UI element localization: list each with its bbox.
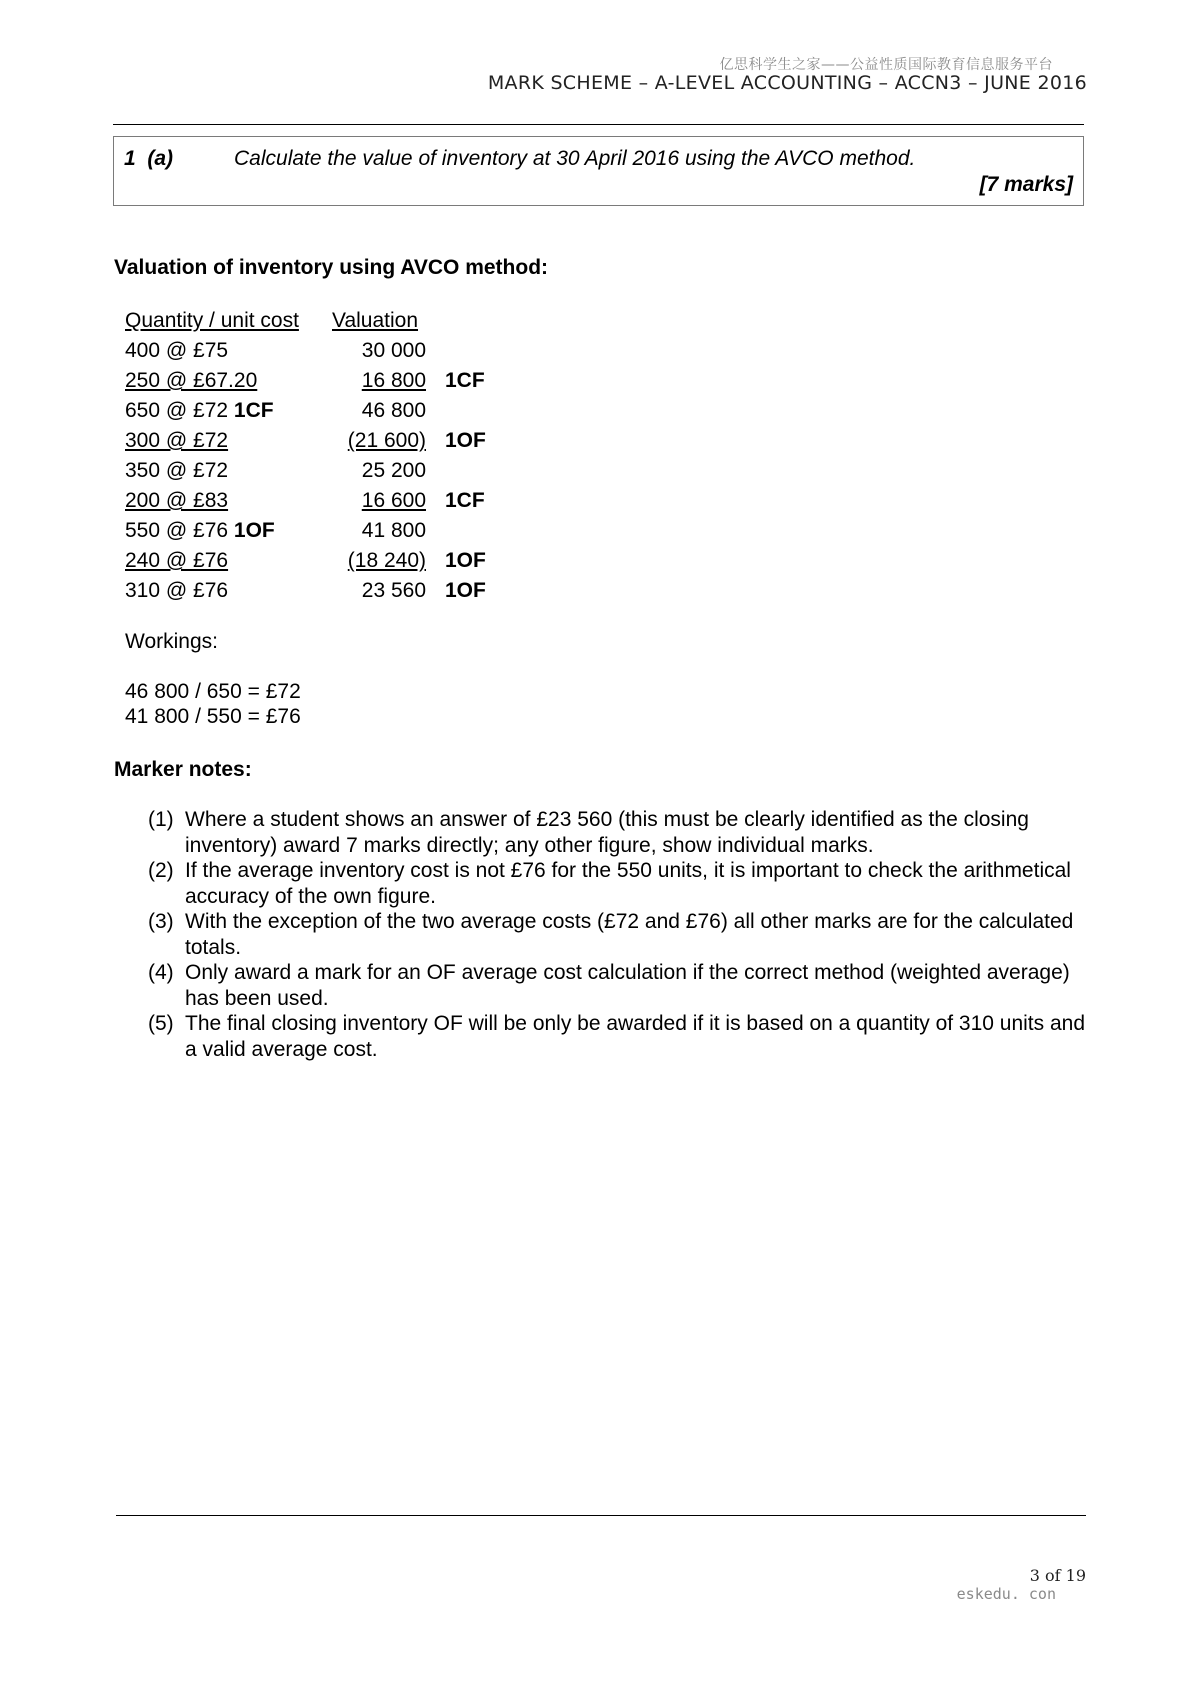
row-quantity-mark: 1CF [233, 399, 274, 422]
row-quantity: 310 @ £76 [125, 579, 229, 602]
row-quantity: 200 @ £83 [125, 489, 229, 512]
row-quantity: 400 @ £75 [125, 339, 229, 362]
header-watermark: 亿思科学生之家——公益性质国际教育信息服务平台 [719, 57, 1053, 73]
question-text: Calculate the value of inventory at 30 April 2016 using the AVCO method. [234, 147, 916, 170]
footer-watermark: eskedu. con [956, 1585, 1056, 1603]
col-header-valuation: Valuation [332, 309, 419, 332]
row-valuation: 41 800 [361, 519, 426, 542]
marker-note-text: The final closing inventory OF will be only be awarded if it is based on a quantity of 310 units and a valid average cost. [185, 1012, 1086, 1061]
question-marks: [7 marks] [979, 173, 1073, 196]
workings-line: 46 800 / 650 = £72 [125, 680, 301, 703]
question-box [113, 136, 1084, 206]
row-quantity: 300 @ £72 [125, 429, 229, 452]
marker-note-number: (4) [148, 961, 174, 984]
row-quantity [125, 399, 274, 423]
col-header-quantity: Quantity / unit cost [125, 309, 299, 332]
row-mark: 1OF [445, 579, 486, 602]
marker-note [148, 858, 1088, 909]
row-quantity-mark: 1OF [233, 519, 275, 542]
workings-label: Workings: [125, 630, 218, 653]
page-number: 3 of 19 [1029, 1566, 1086, 1585]
row-valuation: 16 600 [361, 489, 426, 512]
row-valuation: (18 240) [347, 549, 426, 572]
row-mark: 1OF [445, 429, 486, 452]
row-valuation: 46 800 [361, 399, 426, 422]
marker-note-number: (1) [148, 808, 174, 831]
workings-line: 41 800 / 550 = £76 [125, 705, 301, 728]
footer-rule [116, 1515, 1086, 1516]
header-rule [113, 124, 1084, 125]
header-title: MARK SCHEME – A-LEVEL ACCOUNTING – ACCN3 – JUNE 2016 [487, 72, 1087, 94]
marker-note [148, 909, 1088, 960]
row-quantity: 240 @ £76 [125, 549, 229, 572]
marker-note [148, 960, 1088, 1011]
row-mark: 1CF [445, 489, 485, 512]
question-number: 1 (a) [124, 147, 174, 170]
marker-note [148, 807, 1088, 858]
row-quantity: 250 @ £67.20 [125, 369, 258, 392]
row-quantity-text: 650 @ £72 [125, 399, 229, 422]
marker-note-text: If the average inventory cost is not £76 for the 550 units, it is important to check the arithmetical accuracy of the own figure. [185, 859, 1071, 908]
marker-note-number: (2) [148, 859, 174, 882]
row-valuation: (21 600) [347, 429, 426, 452]
row-valuation: 30 000 [361, 339, 426, 362]
row-quantity: 350 @ £72 [125, 459, 229, 482]
marker-note-text: Where a student shows an answer of £23 560 (this must be clearly identified as the closing inventory) award 7 marks directly; any other figure, show individual marks. [185, 808, 1029, 857]
row-quantity [125, 519, 275, 543]
row-quantity-text: 550 @ £76 [125, 519, 229, 542]
marker-notes-heading: Marker notes: [114, 758, 252, 781]
marker-note-text: Only award a mark for an OF average cost calculation if the correct method (weighted average) has been used. [185, 961, 1070, 1010]
row-valuation: 16 800 [361, 369, 426, 392]
row-valuation: 23 560 [361, 579, 426, 602]
valuation-heading: Valuation of inventory using AVCO method: [114, 256, 549, 279]
row-valuation: 25 200 [361, 459, 426, 482]
marker-note-number: (3) [148, 910, 174, 933]
marker-note [148, 1011, 1088, 1062]
marker-note-text: With the exception of the two average costs (£72 and £76) all other marks are for the calculated totals. [185, 910, 1074, 959]
marker-note-number: (5) [148, 1012, 174, 1035]
row-mark: 1CF [445, 369, 485, 392]
marker-notes-list [148, 807, 1088, 1062]
row-mark: 1OF [445, 549, 486, 572]
